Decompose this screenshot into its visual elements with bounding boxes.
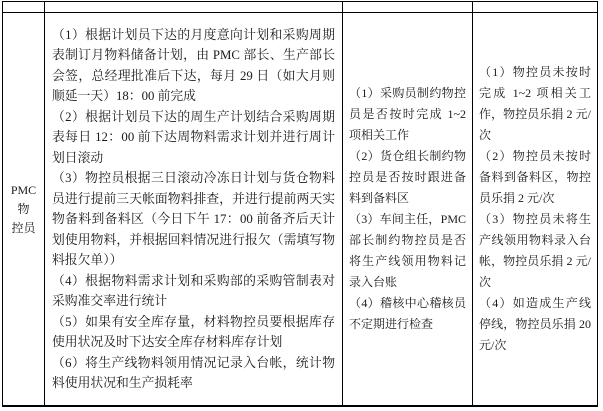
constraint-item-1: （1）采购员制约物控员是否按时完成 1~2 项相关工作: [349, 86, 466, 142]
constraint-item-4: （4）稽核中心稽核员不定期进行检查: [349, 296, 466, 331]
penalties-cell: [473, 13, 597, 405]
role-cell: [3, 13, 45, 405]
penalty-item-4: （4）如造成生产线停线，物控员乐捐 20 元/次: [479, 296, 591, 352]
header-cell-role: [3, 2, 45, 12]
penalty-item-1: （1）物控员未按时完成 1~2 项相关工作，物控员乐捐 2 元/次: [479, 65, 591, 142]
duty-item-5: （5）如果有安全库存量，材料物控员要根据库存使用状况及时下达安全库存材料库存计划: [52, 314, 335, 349]
duty-item-4: （4）根据物料需求计划和采购部的采购管制表对采购准交率进行统计: [52, 273, 335, 308]
penalty-item-2: （2）物控员未按时备料到备料区，物控员乐捐 2 元/次: [479, 149, 591, 205]
header-cell-constraints: [343, 2, 473, 12]
duty-item-2: （2）根据计划员下达的周生产计划结合采购周期表每日 12：00 前下达周物料需求计划并进行周计划日滚动: [52, 109, 335, 165]
duty-table: [2, 1, 598, 407]
role-label-line1: PMC 物: [10, 182, 37, 216]
header-cell-penalties: [473, 2, 597, 12]
constraints-cell: [343, 13, 473, 405]
header-cell-duties: [45, 2, 343, 12]
duty-item-6: （6）将生产线物料领用情况记录入台帐，统计物料使用状况和生产损耗率: [52, 355, 335, 390]
table-header-row: [3, 2, 597, 13]
penalty-item-3: （3）物控员未将生产线领用物料录入台帐，物控员乐捐 2 元/次: [479, 212, 591, 289]
duty-item-3: （3）物控员根据三日滚动冷冻日计划与货仓物料员进行提前三天帐面物料排查，并进行提前两天实物备料到备料区（今日下午 17：00 前备齐后天计划使用物料，并根据回料情况进行报欠（需填写物料报欠单））: [52, 171, 335, 267]
duty-item-1: （1）根据计划员下达的月度意向计划和采购周期表制订月物料储备计划，由 PMC 部长、生产部长会签，总经理批准后下达，每月 29 日（如大月则顺延一天）18：00 前完成: [52, 27, 335, 103]
constraint-item-3: （3）车间主任，PMC 部长制约物控员是否将生产线领用物料记录入台账: [349, 212, 466, 289]
duties-cell: [45, 13, 343, 405]
table-body-row: [3, 13, 597, 405]
role-label-line2: 控员: [11, 220, 36, 235]
constraint-item-2: （2）货仓组长制约物控员是否按时跟进备料到备料区: [349, 149, 466, 205]
